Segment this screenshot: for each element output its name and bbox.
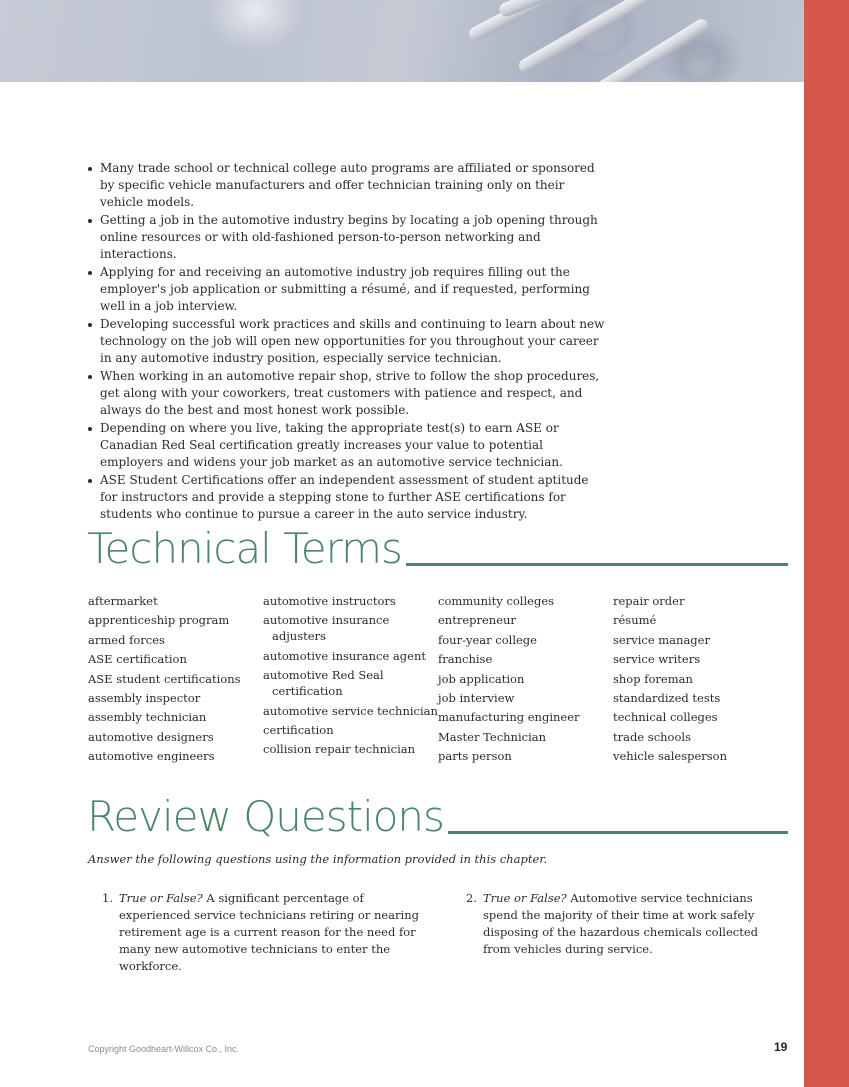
question-body [483,890,788,975]
summary-bullet: When working in an automotive repair shop, strive to follow the shop procedures, get along with your coworkers, treat customers with patience and respect, and always do the best and most honest work possible. [88,368,608,419]
header-photo-banner [0,0,804,82]
terms-column-2 [263,593,438,768]
question-body [119,890,424,975]
summary-bullet: Applying for and receiving an automotive industry job requires filling out the employer's job application or submitting a résumé, and if requested, performing well in a job interview. [88,264,608,315]
term: automotive insurance adjusters [263,613,390,644]
term: four-year college [438,632,537,647]
term: assembly inspector [88,690,201,705]
term: ASE certification [88,652,187,667]
section-title: Technical Terms [87,524,402,573]
term: technical colleges [613,710,718,725]
terms-column-1 [88,593,263,768]
term: manufacturing engineer [438,710,580,725]
term: community colleges [438,594,555,608]
term: job interview [438,690,515,705]
term: automotive engineers [88,749,215,764]
term: automotive instructors [263,594,396,608]
review-instructions: Answer the following questions using the information provided in this chapter. [88,852,548,866]
term: collision repair technician [263,742,416,757]
question-prefix: True or False? [483,891,567,905]
term: vehicle salesperson [613,749,728,764]
term: service manager [613,632,710,647]
review-questions-heading [87,792,788,841]
term: automotive designers [88,729,214,744]
question-number: 2. [466,891,477,905]
page-number: 19 [774,1040,788,1054]
review-question-2 [452,890,788,975]
heading-rule [448,831,788,834]
review-question-1 [88,890,424,975]
term: entrepreneur [438,613,516,628]
term: Master Technician [438,729,547,744]
term: standardized tests [613,690,721,705]
term: shop foreman [613,671,693,686]
section-title: Review Questions [87,792,444,841]
question-text: Automotive service technicians spend the majority of their time at work safely disposing of the hazardous chemicals collected from vehicles during service. [483,891,759,956]
question-number: 1. [102,891,113,905]
term: repair order [613,594,685,608]
summary-bullet: Getting a job in the automotive industry begins by locating a job opening through online resources or with old-fashioned person-to-person networking and interactions. [88,212,608,263]
term: service writers [613,652,701,667]
copyright-notice: Copyright Goodheart-Willcox Co., Inc. [88,1044,240,1054]
question-prefix: True or False? [119,891,203,905]
heading-rule [406,563,788,566]
term: franchise [438,652,493,667]
term: automotive insurance agent [263,648,426,663]
question-text: A significant percentage of experienced service technicians retiring or nearing retirement age is a current reason for the need for many new automotive technicians to enter the workforce. [119,891,419,973]
summary-bullet: Many trade school or technical college auto programs are affiliated or sponsored by specific vehicle manufacturers and offer technician training only on their vehicle models. [88,160,608,211]
technical-terms-heading [87,524,788,573]
term: résumé [613,613,657,628]
term: job application [438,671,525,686]
terms-column-3 [438,593,613,768]
summary-bullet: ASE Student Certifications offer an independent assessment of student aptitude for instructors and provide a stepping stone to further ASE certifications for students who continue to pursue a career in the auto service industry. [88,472,608,523]
chapter-edge-tab [804,0,849,1087]
term: certification [263,722,334,737]
summary-bullet: Depending on where you live, taking the appropriate test(s) to earn ASE or Canadian Red Seal certification greatly increases your value to potential employers and widens your job market as an automotive service technician. [88,420,608,471]
term: trade schools [613,729,691,744]
term: parts person [438,749,512,764]
term: apprenticeship program [88,613,230,628]
terms-column-4 [613,593,788,768]
term: aftermarket [88,594,158,608]
technical-terms-list [88,593,788,768]
term: automotive Red Seal certification [263,668,384,699]
term: ASE student certifications [88,671,241,686]
summary-bullet: Developing successful work practices and skills and continuing to learn about new technology on the job will open new opportunities for you throughout your career in any automotive industry position, especially service technician. [88,316,608,367]
term: automotive service technician [263,703,438,718]
term: armed forces [88,632,165,647]
chapter-summary-list [88,160,608,524]
term: assembly technician [88,710,207,725]
review-question-list [88,890,788,975]
